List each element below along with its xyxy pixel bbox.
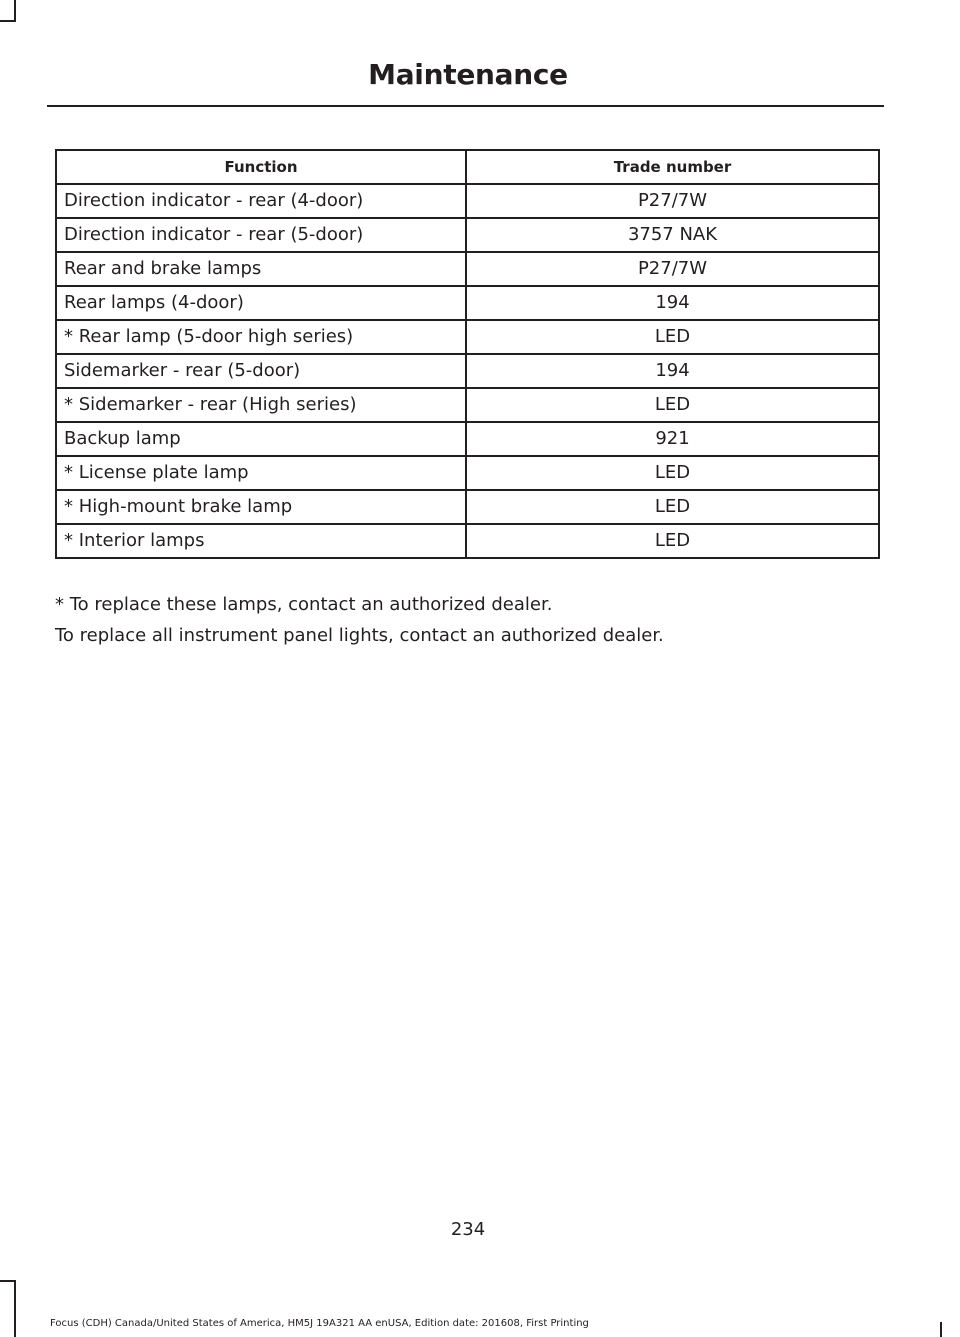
trade-number-cell: LED (466, 524, 879, 558)
trade-number-cell: LED (466, 320, 879, 354)
crop-mark-bottom-left-vertical (14, 1280, 16, 1337)
trade-number-cell: LED (466, 388, 879, 422)
crop-mark-bottom-left-horizontal (0, 1280, 16, 1282)
table-row (56, 422, 879, 456)
table-row (56, 320, 879, 354)
function-cell: Backup lamp (56, 422, 466, 456)
page-number: 234 (450, 1219, 486, 1240)
function-cell: * Rear lamp (5-door high series) (56, 320, 466, 354)
table-row (56, 286, 879, 320)
footnote-dealer-replace: * To replace these lamps, contact an authorized dealer. (55, 594, 553, 615)
function-cell: Rear and brake lamps (56, 252, 466, 286)
table-row (56, 354, 879, 388)
table-header-row (56, 150, 879, 184)
trade-number-cell: 3757 NAK (466, 218, 879, 252)
trade-number-cell: P27/7W (466, 184, 879, 218)
trade-number-cell: 194 (466, 286, 879, 320)
table-row (56, 218, 879, 252)
bulb-spec-table (55, 149, 880, 559)
function-cell: * License plate lamp (56, 456, 466, 490)
trade-number-cell: 194 (466, 354, 879, 388)
table-row (56, 524, 879, 558)
function-cell: Direction indicator - rear (5-door) (56, 218, 466, 252)
crop-mark-top-left-horizontal (0, 20, 16, 22)
column-header-function: Function (56, 150, 466, 184)
trade-number-cell: 921 (466, 422, 879, 456)
table-row (56, 456, 879, 490)
function-cell: Direction indicator - rear (4-door) (56, 184, 466, 218)
function-cell: * Interior lamps (56, 524, 466, 558)
table-row (56, 490, 879, 524)
function-cell: * Sidemarker - rear (High series) (56, 388, 466, 422)
crop-mark-bottom-right-vertical (940, 1322, 942, 1337)
trade-number-cell: LED (466, 456, 879, 490)
trade-number-cell: P27/7W (466, 252, 879, 286)
page-title: Maintenance (368, 58, 568, 91)
note-instrument-panel: To replace all instrument panel lights, contact an authorized dealer. (55, 625, 664, 646)
table-row (56, 252, 879, 286)
footer-edition-text: Focus (CDH) Canada/United States of America, HM5J 19A321 AA enUSA, Edition date: 201608, First Printing (50, 1318, 589, 1329)
function-cell: Rear lamps (4-door) (56, 286, 466, 320)
function-cell: Sidemarker - rear (5-door) (56, 354, 466, 388)
trade-number-cell: LED (466, 490, 879, 524)
table-row (56, 184, 879, 218)
crop-mark-top-left-vertical (14, 0, 16, 22)
title-divider (47, 105, 884, 107)
table-row (56, 388, 879, 422)
function-cell: * High-mount brake lamp (56, 490, 466, 524)
column-header-trade-number: Trade number (466, 150, 879, 184)
